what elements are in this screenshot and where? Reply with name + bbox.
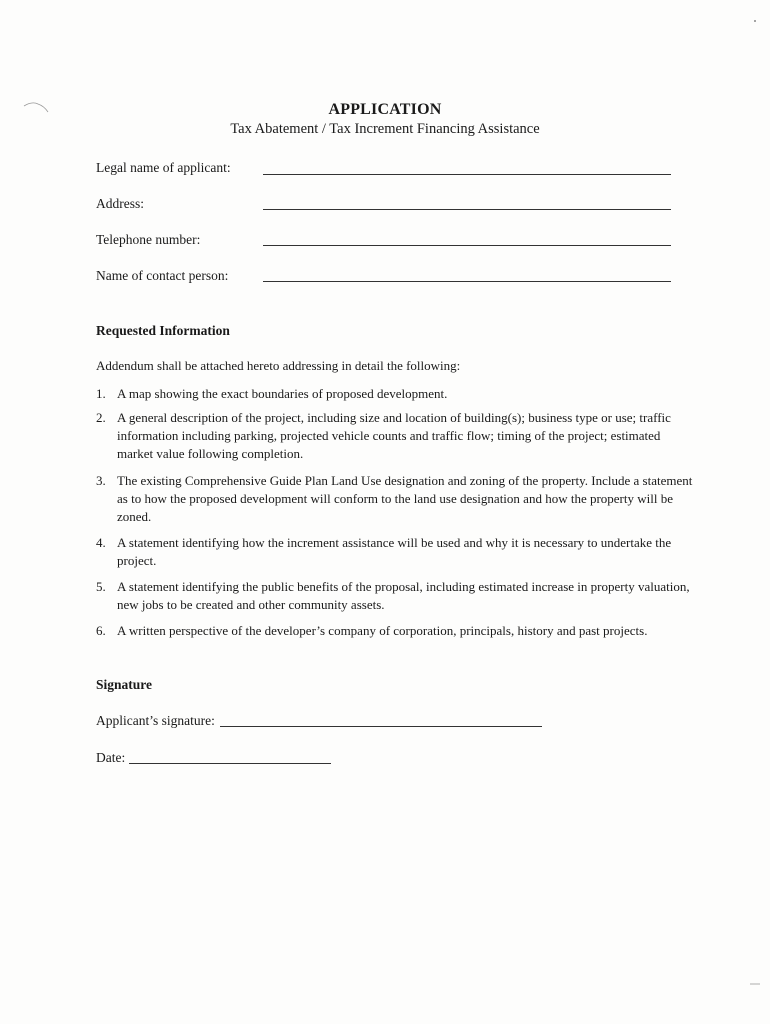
signature-heading: Signature (96, 677, 153, 692)
list-item (96, 472, 696, 526)
requested-information-heading: Requested Information (96, 323, 230, 338)
date-label: Date: (96, 750, 126, 765)
list-item-number: 2. (96, 410, 106, 425)
list-item (96, 534, 696, 570)
address-field[interactable] (263, 209, 671, 210)
list-item-text: A written perspective of the developer’s company of corporation, principals, history and past projects. (117, 623, 648, 638)
scan-edge-mark (750, 978, 760, 982)
list-item-text: A statement identifying how the increment assistance will be used and why it is necessary to undertake the project. (117, 535, 672, 568)
list-item-text: The existing Comprehensive Guide Plan Land Use designation and zoning of the property. Include a statement as to how the proposed development will conform to the land use designation and how the property will be zoned. (117, 473, 693, 524)
applicant-signature-label: Applicant’s signature: (96, 713, 215, 728)
legal-name-field[interactable] (263, 174, 671, 175)
telephone-label: Telephone number: (96, 232, 201, 247)
page-subtitle: Tax Abatement / Tax Increment Financing Assistance (230, 121, 540, 137)
list-item (96, 622, 696, 640)
list-item-text: A map showing the exact boundaries of proposed development. (117, 386, 448, 401)
address-label: Address: (96, 196, 144, 211)
list-item (96, 385, 696, 403)
page-title: APPLICATION (328, 101, 442, 118)
list-item-text: A general description of the project, including size and location of building(s); business type or use; traffic information including parking, projected vehicle counts and traffic flow; timing of the project; estimated market value following completion. (117, 410, 671, 461)
list-item-number: 4. (96, 535, 106, 550)
list-item-number: 3. (96, 473, 106, 488)
contact-person-field[interactable] (263, 281, 671, 282)
list-item (96, 578, 696, 614)
list-item (96, 409, 696, 463)
addendum-intro: Addendum shall be attached hereto addressing in detail the following: (96, 358, 461, 373)
list-item-text: A statement identifying the public benefits of the proposal, including estimated increase in property valuation, new jobs to be created and other community assets. (117, 579, 690, 612)
telephone-field[interactable] (263, 245, 671, 246)
list-item-number: 5. (96, 579, 106, 594)
legal-name-label: Legal name of applicant: (96, 160, 231, 175)
contact-person-label: Name of contact person: (96, 268, 229, 283)
applicant-signature-field[interactable] (220, 726, 542, 727)
date-field[interactable] (129, 763, 331, 764)
list-item-number: 1. (96, 386, 106, 401)
scan-edge-mark (752, 16, 758, 22)
list-item-number: 6. (96, 623, 106, 638)
